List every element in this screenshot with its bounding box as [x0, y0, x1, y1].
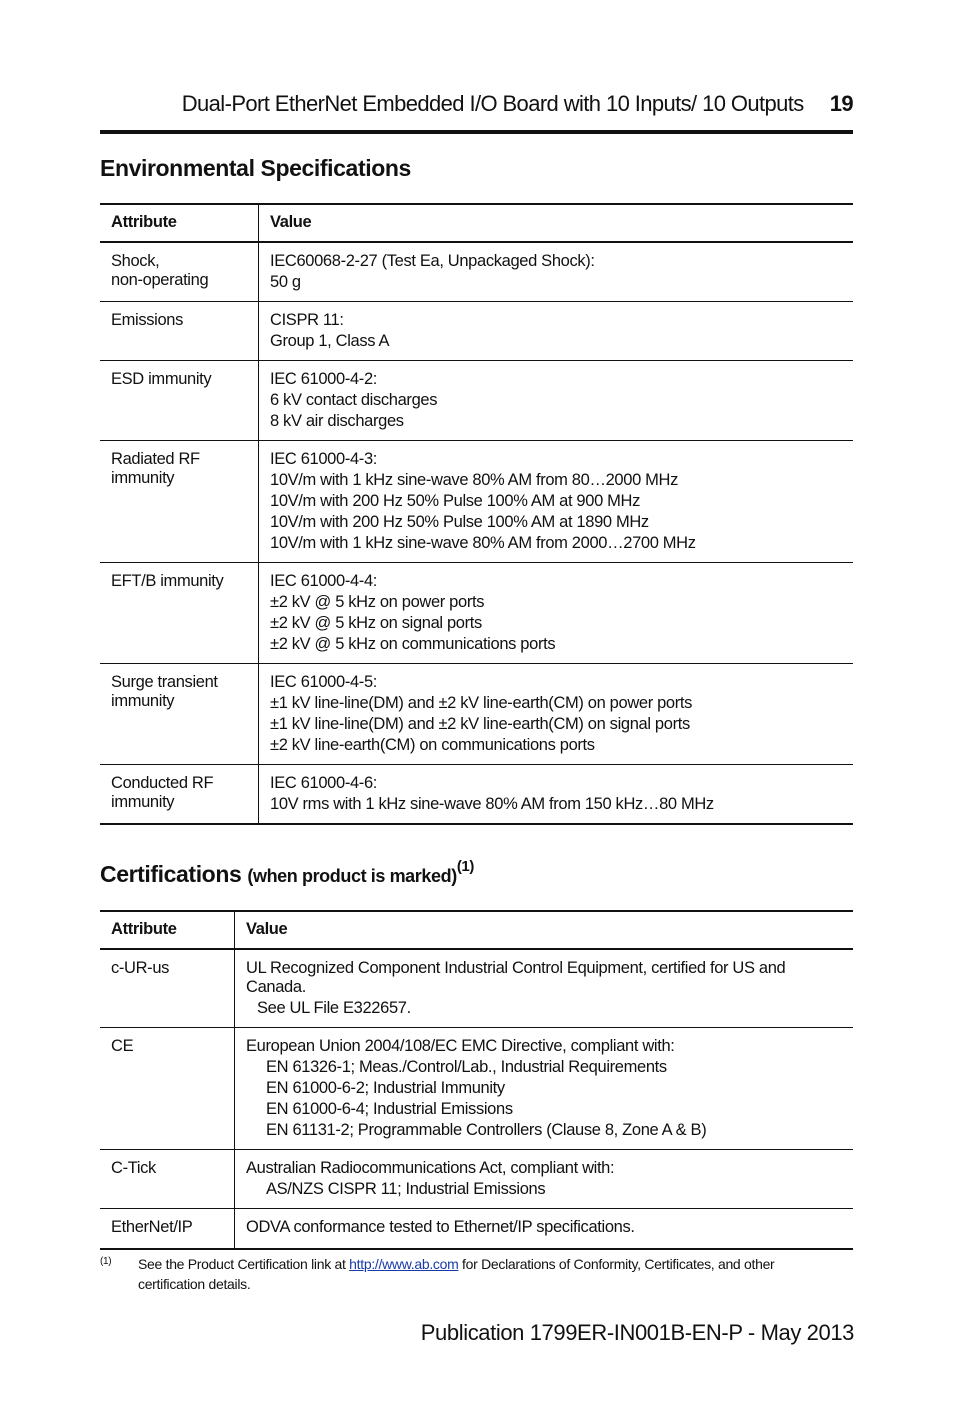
value-text: 10V/m with 200 Hz 50% Pulse 100% AM at 1890 MHz — [270, 513, 649, 531]
value-subtext: AS/NZS CISPR 11; Industrial Emissions — [266, 1180, 546, 1198]
page-header — [100, 88, 853, 120]
env-spec-table — [100, 203, 853, 825]
ab-com-link[interactable]: http://www.ab.com — [349, 1256, 459, 1272]
table-row — [100, 242, 853, 302]
attribute-text: Radiated RF — [111, 450, 200, 468]
table-row — [100, 949, 853, 1028]
attribute-text: immunity — [111, 793, 175, 811]
cert-table — [100, 910, 853, 1250]
table-row — [100, 302, 853, 361]
header-rule — [100, 130, 853, 134]
value-text: 50 g — [270, 273, 301, 291]
value-text: IEC 61000-4-3: — [270, 450, 377, 468]
attribute-text: EFT/B immunity — [111, 572, 224, 590]
table-row — [100, 765, 853, 825]
value-cell — [259, 441, 854, 563]
attribute-text: Conducted RF — [111, 774, 214, 792]
col-attribute-header: Attribute — [100, 204, 259, 242]
value-cell — [259, 563, 854, 664]
value-text: ±2 kV line-earth(CM) on communications ports — [270, 736, 595, 754]
value-text: IEC 61000-4-6: — [270, 774, 377, 792]
table-row — [100, 563, 853, 664]
value-text: ±2 kV @ 5 kHz on signal ports — [270, 614, 482, 632]
attribute-cell: CE — [100, 1028, 235, 1150]
col-value-header: Value — [259, 204, 854, 242]
value-text: ±2 kV @ 5 kHz on power ports — [270, 593, 485, 611]
attribute-cell — [100, 302, 259, 361]
attribute-cell — [100, 664, 259, 765]
value-text: UL Recognized Component Industrial Control Equipment, certified for US and Canada. — [246, 959, 786, 996]
attribute-text: Surge transient — [111, 673, 218, 691]
value-text: IEC60068-2-27 (Test Ea, Unpackaged Shock): — [270, 252, 595, 270]
table-row — [100, 1028, 853, 1150]
value-cell — [259, 765, 854, 825]
table-header-row — [100, 204, 853, 242]
attribute-cell — [100, 563, 259, 664]
value-text: ±1 kV line-line(DM) and ±2 kV line-earth(CM) on signal ports — [270, 715, 690, 733]
value-subtext: EN 61000-6-4; Industrial Emissions — [266, 1100, 513, 1118]
value-text: 10V/m with 1 kHz sine-wave 80% AM from 2000…2700 MHz — [270, 534, 696, 552]
value-text: ±1 kV line-line(DM) and ±2 kV line-earth(CM) on power ports — [270, 694, 693, 712]
attribute-cell: EtherNet/IP — [100, 1209, 235, 1250]
value-text: European Union 2004/108/EC EMC Directive, compliant with: — [246, 1037, 675, 1055]
value-cell — [235, 949, 854, 1028]
attribute-cell — [100, 765, 259, 825]
col-value-header: Value — [235, 911, 854, 949]
value-text: ODVA conformance tested to Ethernet/IP specifications. — [246, 1218, 635, 1236]
publication-footer: Publication 1799ER-IN001B-EN-P - May 2013 — [420, 1320, 854, 1345]
value-text: Group 1, Class A — [270, 332, 390, 350]
value-cell — [259, 242, 854, 302]
table-row — [100, 361, 853, 441]
table-header-row — [100, 911, 853, 949]
value-subtext: EN 61000-6-2; Industrial Immunity — [266, 1079, 505, 1097]
value-subtext: EN 61131-2; Programmable Controllers (Clause 8, Zone A & B) — [266, 1121, 707, 1139]
attribute-cell — [100, 242, 259, 302]
attribute-text: Shock, — [111, 252, 160, 270]
value-text: 10V rms with 1 kHz sine-wave 80% AM from 150 kHz…80 MHz — [270, 795, 714, 813]
value-text: IEC 61000-4-5: — [270, 673, 377, 691]
document-title: Dual-Port EtherNet Embedded I/O Board with 10 Inputs/ 10 Outputs — [181, 91, 804, 116]
cert-heading: Certifications (when product is marked)$^{(1)}$ — [100, 858, 474, 887]
value-cell — [235, 1028, 854, 1150]
attribute-cell — [100, 361, 259, 441]
value-cell — [235, 1209, 854, 1250]
value-text: IEC 61000-4-2: — [270, 370, 377, 388]
attribute-text: immunity — [111, 692, 175, 710]
table-row — [100, 1209, 853, 1250]
value-cell — [259, 361, 854, 441]
value-subtext: See UL File E322657. — [257, 999, 411, 1017]
value-cell — [259, 664, 854, 765]
table-row — [100, 664, 853, 765]
col-attribute-header: Attribute — [100, 911, 235, 949]
attribute-text: immunity — [111, 469, 175, 487]
page-number: 19 — [829, 91, 853, 116]
value-text: CISPR 11: — [270, 311, 344, 329]
env-heading: Environmental Specifications — [100, 155, 411, 181]
attribute-text: non-operating — [111, 271, 209, 289]
attribute-cell: c-UR-us — [100, 949, 235, 1028]
value-text: 10V/m with 1 kHz sine-wave 80% AM from 80…2000 MHz — [270, 471, 678, 489]
attribute-cell: C-Tick — [100, 1150, 235, 1209]
value-subtext: EN 61326-1; Meas./Control/Lab., Industrial Requirements — [266, 1058, 667, 1076]
value-text: ±2 kV @ 5 kHz on communications ports — [270, 635, 556, 653]
footnote-text-after: for Declarations of Conformity, Certificates, and other certification details. — [138, 1256, 775, 1292]
attribute-cell — [100, 441, 259, 563]
footnote-text-before: See the Product Certification link at — [138, 1256, 350, 1272]
table-row — [100, 441, 853, 563]
footnote-mark: (1) — [100, 1256, 112, 1267]
attribute-text: ESD immunity — [111, 370, 212, 388]
table-row — [100, 1150, 853, 1209]
value-text: Australian Radiocommunications Act, compliant with: — [246, 1159, 615, 1177]
attribute-text: Emissions — [111, 311, 184, 329]
value-text: 6 kV contact discharges — [270, 391, 438, 409]
value-cell — [259, 302, 854, 361]
value-text: 10V/m with 200 Hz 50% Pulse 100% AM at 900 MHz — [270, 492, 641, 510]
value-text: IEC 61000-4-4: — [270, 572, 377, 590]
value-text: 8 kV air discharges — [270, 412, 404, 430]
footnote — [100, 1254, 820, 1294]
value-cell — [235, 1150, 854, 1209]
